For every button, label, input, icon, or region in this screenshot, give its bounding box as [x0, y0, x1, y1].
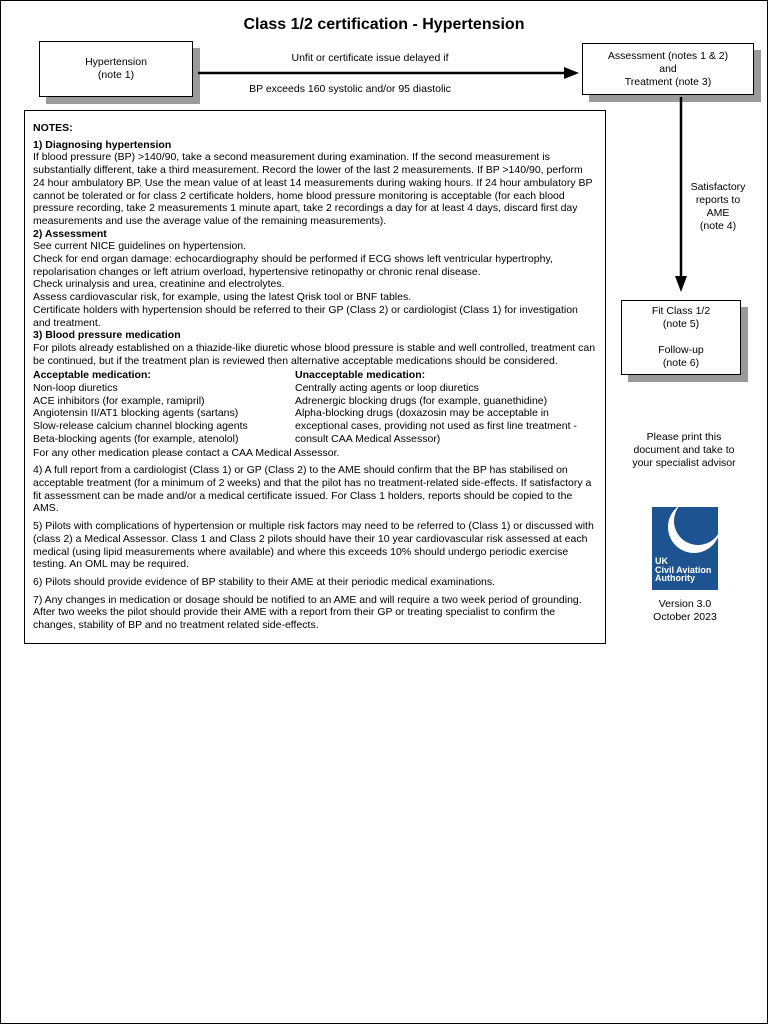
page-title: Class 1/2 certification - Hypertension [243, 16, 525, 33]
acceptable-item: Slow-release calcium channel blocking agents [33, 420, 248, 433]
hypertension-box-line: Hypertension [85, 56, 147, 68]
unacceptable-item: Alpha-blocking drugs (doxazosin may be acceptable in exceptional cases, providing not used as first line treatment - consult CAA Medical Assessor) [295, 407, 577, 445]
version-info [625, 598, 745, 624]
unacceptable-item: Adrenergic blocking drugs (for example, guanethidine) [295, 394, 548, 407]
fit-box-line: Follow-up [658, 344, 704, 356]
acceptable-item: Beta-blocking agents (for example, atenolol) [33, 432, 239, 445]
acceptable-item: Non-loop diuretics [33, 382, 118, 395]
down-arrow-label [680, 181, 756, 233]
notes-heading: NOTES: [33, 122, 73, 134]
assessment-box-line: and [659, 62, 677, 75]
print-note-line: Please print this [646, 431, 722, 443]
acceptable-column [33, 369, 295, 445]
right-arrow-head [564, 67, 579, 79]
medication-columns [33, 369, 597, 445]
note-3-title: 3) Blood pressure medication [33, 329, 181, 342]
version-label: Version 3.0 [658, 598, 712, 610]
print-note [612, 431, 756, 470]
arrow-label-top: Unfit or certificate issue delayed if [291, 52, 449, 64]
down-arrow-label-line: AME [706, 207, 730, 219]
other-medication-text: For any other medication please contact a CAA Medical Assessor. [33, 446, 340, 459]
note-6-text: 6) Pilots should provide evidence of BP stability to their AME at their periodic medical examinations. [33, 575, 496, 588]
note-2-title: 2) Assessment [33, 227, 107, 240]
fit-box-line: Fit Class 1/2 [651, 305, 711, 317]
note-2-line: Check for end organ damage: echocardiography should be performed if ECG shows left ventricular hypertrophy, repolarisation changes or left atrium overload, hypertensive retinopathy or chronic renal disease. [33, 253, 553, 278]
assessment-box-line: Treatment (note 3) [624, 75, 712, 88]
note-2-line: See current NICE guidelines on hypertension. [33, 240, 247, 253]
note-4-text: 4) A full report from a cardiologist (Class 1) or GP (Class 2) to the AME should confirm that the BP has stabilised on acceptable treatment (for a minimum of 2 weeks) and that the pilot has no treatment-related side-effects. If satisfactory a fit assessment can be made and/or a medical certificate issued. For Class 1 holders, reports should be copied to the AMS. [33, 464, 592, 515]
note-2-line: Assess cardiovascular risk, for example, using the latest Qrisk tool or BNF tables. [33, 291, 412, 304]
assessment-box-line: Assessment (notes 1 & 2) [607, 49, 729, 62]
version-date: October 2023 [653, 611, 717, 623]
unacceptable-item: Centrally acting agents or loop diuretics [295, 382, 479, 395]
print-note-line: document and take to [633, 444, 735, 456]
unacceptable-column [295, 369, 599, 445]
caa-logo-text [655, 557, 711, 583]
fit-box-line: (note 6) [662, 357, 700, 369]
down-arrow-head [675, 276, 687, 292]
note-2-line: Check urinalysis and urea, creatinine and electrolytes. [33, 278, 285, 291]
caa-logo-line: Authority [655, 573, 695, 583]
caa-logo [652, 507, 718, 590]
caa-logo-line: Civil Aviation [655, 564, 712, 575]
unacceptable-title: Unacceptable medication: [295, 369, 426, 382]
acceptable-item: Angiotensin II/AT1 blocking agents (sartans) [33, 407, 239, 420]
note-1-title: 1) Diagnosing hypertension [33, 138, 172, 151]
hypertension-box-line: (note 1) [97, 69, 135, 81]
acceptable-item: ACE inhibitors (for example, ramipril) [33, 394, 205, 407]
caa-logo-line: UK [655, 556, 668, 566]
down-arrow-label-line: reports to [695, 194, 741, 206]
note-7-text: 7) Any changes in medication or dosage should be notified to an AME and will require a two week period of grounding. After two weeks the pilot should provide their AME with a report from their GP or treating specialist to confirm the changes, stability of BP and no treatment related side-effects. [33, 593, 582, 632]
arrow-label-bottom: BP exceeds 160 systolic and/or 95 diastolic [249, 83, 451, 95]
note-3-text: For pilots already established on a thiazide-like diuretic whose blood pressure is stable and well controlled, treatment can be continued, but if the treatment plan is reviewed then alternative acceptable medications should be considered. [33, 341, 596, 367]
fit-box [621, 300, 741, 375]
fit-box-line: (note 5) [662, 318, 700, 330]
note-1-text: If blood pressure (BP) >140/90, take a second measurement during examination. If the second measurement is substantially different, take a third measurement. Record the lower of the last 2 measurements. If BP >140/90, perform 24 hour ambulatory BP. Use the mean value of at least 14 measurements during waking hours. If 24 hour ambulatory BP cannot be tolerated or for class 2 certificate holders, home blood pressure monitoring is acceptable (for each blood pressure recording, take 2 measurements 1 minute apart, take 2 recordings a day for at least 4 days, discard first day measurements and use the average value of the remaining measurements). [33, 151, 593, 227]
down-arrow-label-line: (note 4) [699, 220, 737, 232]
down-arrow-label-line: Satisfactory [690, 181, 746, 193]
print-note-line: your specialist advisor [632, 457, 736, 469]
note-2-line: Certificate holders with hypertension should be referred to their GP (Class 2) or cardiologist (Class 1) for investigation and treatment. [33, 303, 578, 329]
note-5-text: 5) Pilots with complications of hypertension or multiple risk factors may need to be referred to (Class 1) or discussed with (class 2) a Medical Assessor. Class 1 and Class 2 pilots should have their 10 year cardiovascular risk assessed at each medical (using lipid measurements where available) and where this exceeds 10% should undergo periodic exercise testing. An OML may be required. [33, 520, 594, 571]
acceptable-title: Acceptable medication: [33, 369, 151, 382]
notes-panel [24, 110, 606, 644]
